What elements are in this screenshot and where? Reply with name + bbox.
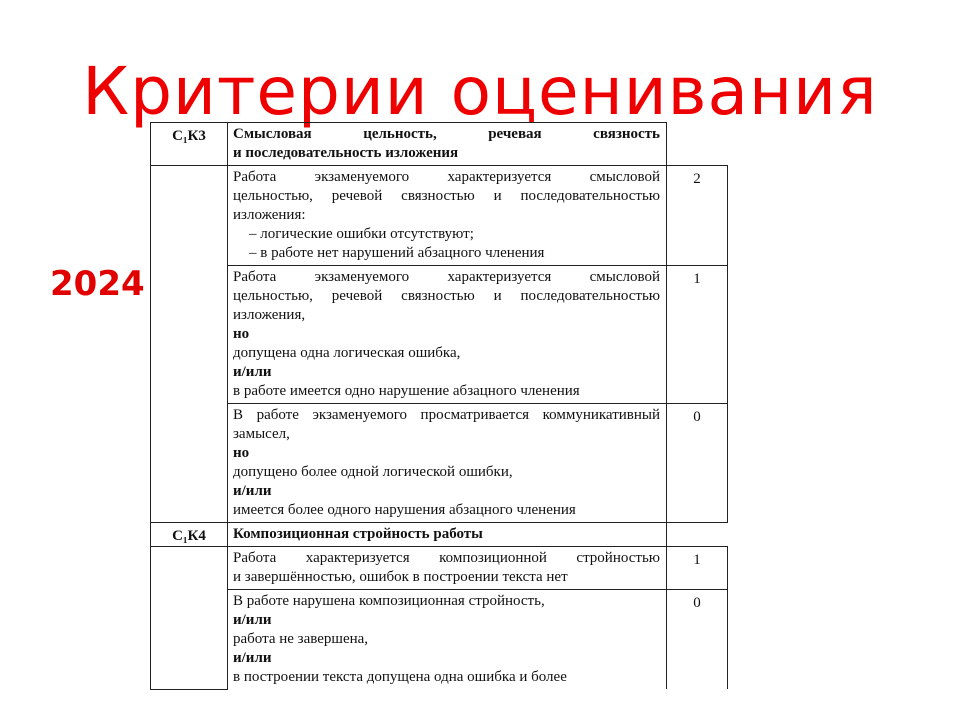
level-score: 0 [667, 404, 728, 523]
criterion-code: С₁К4 [151, 523, 228, 547]
level-description: В работе экзаменуемого просматривается коммуникативный замысел, но допущено более одной логической ошибки, и/или имеется более одного нарушения абзацного членения [228, 404, 667, 523]
criterion-code: С₁К3 [151, 123, 228, 166]
level-score: 1 [667, 266, 728, 404]
criterion-k4-header-row [151, 523, 728, 547]
table-row [151, 266, 728, 404]
table-row [151, 166, 728, 266]
table-row [151, 547, 728, 590]
criterion-k3-header-row [151, 123, 728, 166]
level-description: Работа экзаменуемого характеризуется смысловой цельностью, речевой связностью и последовательностью изложения: – логические ошибки отсутствуют; – в работе нет нарушений абзацного членения [228, 166, 667, 266]
criterion-heading: Смысловая цельность, речевая связность и последовательность изложения [228, 123, 667, 166]
year-label: 2024 [50, 264, 145, 304]
level-score: 1 [667, 547, 728, 590]
level-score: 0 [667, 590, 728, 690]
slide-title: Критерии оценивания [82, 53, 878, 130]
level-description: Работа экзаменуемого характеризуется смысловой цельностью, речевой связностью и последовательностью изложения, но допущена одна логическая ошибка, и/или в работе имеется одно нарушение абзацного членения [228, 266, 667, 404]
criteria-table [150, 122, 728, 690]
level-score: 2 [667, 166, 728, 266]
table-row [151, 404, 728, 523]
level-description: В работе нарушена композиционная стройность, и/или работа не завершена, и/или в построении текста допущена одна ошибка и более [228, 590, 667, 690]
table-row [151, 590, 728, 690]
criterion-heading: Композиционная стройность работы [228, 523, 667, 547]
level-description: Работа характеризуется композиционной стройностью и завершённостью, ошибок в построении текста нет [228, 547, 667, 590]
